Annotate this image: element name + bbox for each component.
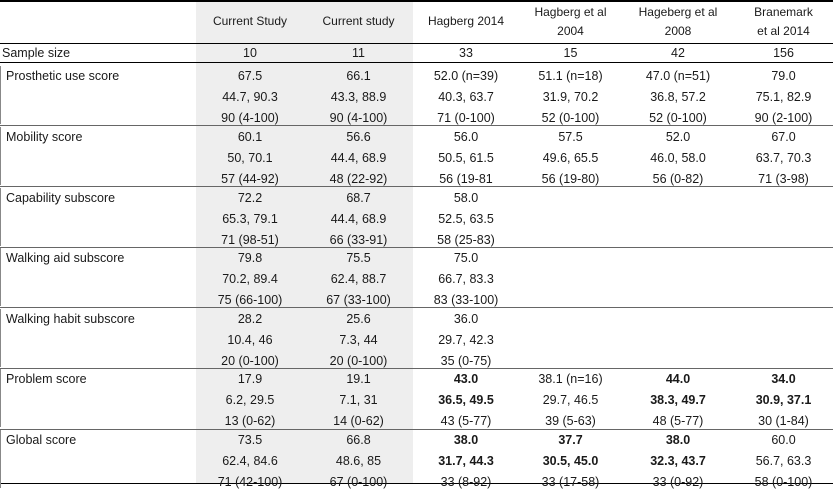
section-left-border	[0, 369, 1, 427]
table-cell: 7.1, 31	[339, 393, 378, 407]
table-cell: 36.0	[453, 312, 479, 326]
table-cell: 67 (33-100)	[326, 293, 391, 307]
table-cell: 75.1, 82.9	[755, 90, 812, 104]
sample-size-label: Sample size	[2, 46, 71, 60]
sample-size-value: 15	[563, 46, 578, 60]
table-cell: 7.3, 44	[339, 333, 378, 347]
table-cell: 72.2	[237, 191, 263, 205]
sample-size-value: 10	[243, 46, 257, 60]
table-cell: 29.7, 46.5	[542, 393, 599, 407]
table-cell: 52.0 (n=39)	[433, 69, 499, 83]
table-cell: 44.4, 68.9	[330, 212, 387, 226]
table-cell: 65.3, 79.1	[222, 212, 278, 226]
section-left-border	[0, 66, 1, 124]
column-header	[304, 12, 413, 31]
table-cell: 33 (8-92)	[440, 475, 492, 489]
table-cell: 20 (0-100)	[221, 354, 279, 368]
section-rule	[0, 368, 833, 369]
row-label: Mobility score	[6, 130, 83, 144]
table-cell: 30.5, 45.0	[542, 454, 599, 468]
table-cell: 57 (44-92)	[221, 172, 279, 186]
table-cell: 44.7, 90.3	[222, 90, 278, 104]
table-cell: 67.0	[771, 130, 796, 144]
sample-size-value: 42	[671, 46, 685, 60]
table-cell: 35 (0-75)	[440, 354, 492, 368]
column-header-line: Hagberg 2014	[427, 14, 505, 28]
table-cell: 14 (0-62)	[333, 414, 384, 428]
table-cell: 67.5	[237, 69, 263, 83]
table-cell: 47.0 (n=51)	[645, 69, 711, 83]
section-rule	[0, 429, 833, 430]
table-cell: 30.9, 37.1	[755, 393, 812, 407]
column-header	[196, 12, 304, 31]
table-cell: 48 (22-92)	[329, 172, 388, 186]
header-rule	[0, 43, 833, 44]
section-left-border	[0, 188, 1, 246]
table-cell: 83 (33-100)	[433, 293, 499, 307]
table-cell: 71 (3-98)	[758, 172, 809, 186]
table-cell: 52.0	[665, 130, 691, 144]
table-cell: 75.5	[346, 251, 371, 265]
table-cell: 52 (0-100)	[541, 111, 600, 125]
table-cell: 62.4, 84.6	[222, 454, 278, 468]
table-cell: 13 (0-62)	[224, 414, 276, 428]
section-left-border	[0, 248, 1, 306]
section-rule	[0, 247, 833, 248]
column-header-line: Hagberg et al	[534, 5, 607, 19]
row-label: Capability subscore	[6, 191, 116, 205]
column-header	[413, 12, 519, 31]
row-label: Problem score	[6, 372, 87, 386]
table-cell: 29.7, 42.3	[438, 333, 494, 347]
table-cell: 50.5, 61.5	[438, 151, 494, 165]
row-label: Prosthetic use score	[6, 69, 120, 83]
table-cell: 50, 70.1	[227, 151, 273, 165]
table-cell: 56.7, 63.3	[755, 454, 812, 468]
table-cell: 66.1	[346, 69, 371, 83]
table-cell: 39 (5-63)	[545, 414, 596, 428]
table-cell: 56.6	[346, 130, 371, 144]
table-cell: 60.0	[771, 433, 796, 447]
table-cell: 20 (0-100)	[329, 354, 388, 368]
section-left-border	[0, 127, 1, 185]
row-label: Walking aid subscore	[6, 251, 125, 265]
table-cell: 25.6	[346, 312, 371, 326]
column-header-line: Branemark	[754, 5, 813, 19]
table-cell: 38.0	[453, 433, 479, 447]
table-cell: 33 (17-58)	[541, 475, 600, 489]
table-cell: 31.7, 44.3	[438, 454, 494, 468]
table-cell: 71 (42-100)	[217, 475, 283, 489]
column-header-line: Hageberg et al	[638, 5, 718, 19]
table-cell: 57.5	[558, 130, 583, 144]
section-left-border	[0, 430, 1, 488]
table-cell: 43.3, 88.9	[330, 90, 387, 104]
section-rule	[0, 125, 833, 126]
table-cell: 60.1	[237, 130, 263, 144]
column-header-line: Current study	[322, 14, 395, 28]
table-cell: 19.1	[346, 372, 371, 386]
table-cell: 66.8	[346, 433, 371, 447]
table-cell: 90 (4-100)	[221, 111, 279, 125]
section-left-border	[0, 309, 1, 367]
table-cell: 10.4, 46	[227, 333, 273, 347]
table-cell: 30 (1-84)	[758, 414, 809, 428]
table-cell: 58 (25-83)	[437, 233, 495, 247]
table-cell: 44.0	[665, 372, 691, 386]
table-cell: 48.6, 85	[335, 454, 382, 468]
column-header	[519, 3, 622, 41]
sample-size-value: 33	[459, 46, 473, 60]
table-cell: 56 (19-80)	[541, 172, 600, 186]
column-header-line: 2004	[557, 24, 584, 38]
table-cell: 43.0	[453, 372, 479, 386]
table-cell: 67 (0-100)	[329, 475, 388, 489]
table-cell: 34.0	[771, 372, 796, 386]
sample-size-value: 156	[773, 46, 794, 60]
table-cell: 66 (33-91)	[329, 233, 388, 247]
table-cell: 66.7, 83.3	[438, 272, 494, 286]
table-cell: 58.0	[453, 191, 479, 205]
sample-size-value: 11	[352, 46, 365, 60]
table-cell: 17.9	[237, 372, 263, 386]
section-rule	[0, 307, 833, 308]
column-header	[622, 3, 734, 41]
table-cell: 56.0	[453, 130, 479, 144]
table-cell: 70.2, 89.4	[222, 272, 278, 286]
table-cell: 79.0	[771, 69, 796, 83]
column-header-line: Current Study	[212, 14, 288, 28]
row-label: Walking habit subscore	[6, 312, 135, 326]
table-cell: 46.0, 58.0	[650, 151, 706, 165]
table-cell: 48 (5-77)	[652, 414, 704, 428]
table-cell: 63.7, 70.3	[755, 151, 812, 165]
table-cell: 6.2, 29.5	[225, 393, 275, 407]
table-cell: 49.6, 65.5	[542, 151, 599, 165]
column-header-line: 2008	[664, 24, 692, 38]
table-cell: 79.8	[237, 251, 263, 265]
table-cell: 44.4, 68.9	[330, 151, 387, 165]
table-cell: 28.2	[237, 312, 263, 326]
row-label: Global score	[6, 433, 77, 447]
table-cell: 52.5, 63.5	[438, 212, 494, 226]
table-cell: 38.0	[665, 433, 691, 447]
table-cell: 31.9, 70.2	[542, 90, 599, 104]
top-rule	[0, 0, 833, 2]
table-cell: 90 (2-100)	[754, 111, 813, 125]
table-cell: 62.4, 88.7	[330, 272, 387, 286]
table-cell: 33 (0-92)	[652, 475, 704, 489]
table-cell: 38.1 (n=16)	[538, 372, 603, 386]
table-cell: 75.0	[453, 251, 479, 265]
column-header	[734, 3, 833, 41]
column-header-line: et al 2014	[757, 24, 810, 38]
table-cell: 36.5, 49.5	[438, 393, 494, 407]
table-cell: 52 (0-100)	[649, 111, 707, 125]
table-cell: 32.3, 43.7	[650, 454, 706, 468]
table-cell: 68.7	[346, 191, 371, 205]
table-cell: 51.1 (n=18)	[538, 69, 603, 83]
table-cell: 71 (98-51)	[221, 233, 279, 247]
table-cell: 40.3, 63.7	[438, 90, 494, 104]
table-cell: 37.7	[558, 433, 583, 447]
table-cell: 38.3, 49.7	[650, 393, 706, 407]
section-rule	[0, 186, 833, 187]
sample-rule	[0, 62, 833, 63]
table-cell: 36.8, 57.2	[650, 90, 706, 104]
table-cell: 58 (0-100)	[754, 475, 813, 489]
table-cell: 75 (66-100)	[217, 293, 283, 307]
table-cell: 73.5	[237, 433, 263, 447]
table-cell: 71 (0-100)	[437, 111, 495, 125]
table-cell: 56 (19-81	[439, 172, 493, 186]
table-cell: 56 (0-82)	[652, 172, 704, 186]
table-cell: 90 (4-100)	[329, 111, 388, 125]
table-cell: 43 (5-77)	[440, 414, 492, 428]
